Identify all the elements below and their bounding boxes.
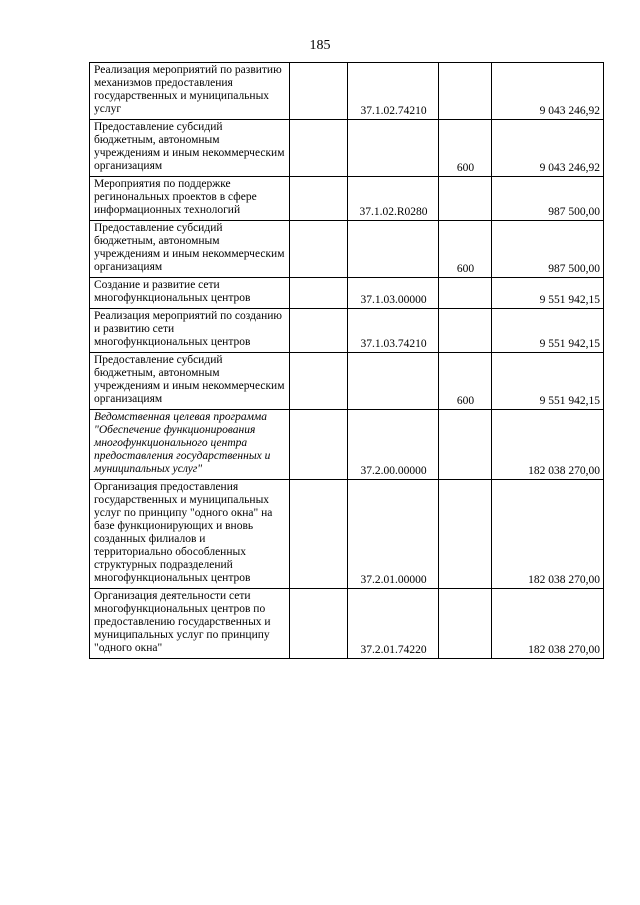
row-name: Создание и развитие сети многофункциональных центров [90, 278, 290, 309]
row-expense-type [439, 589, 492, 659]
row-ministry [290, 309, 348, 353]
row-name: Реализация мероприятий по развитию механизмов предоставления государственных и муниципальных услуг [90, 63, 290, 120]
row-ministry [290, 353, 348, 410]
table-row [90, 309, 604, 353]
row-ministry [290, 120, 348, 177]
row-code: 37.1.02.74210 [348, 63, 439, 120]
row-name: Предоставление субсидий бюджетным, автономным учреждениям и иным некоммерческим организациям [90, 120, 290, 177]
row-amount: 182 038 270,00 [492, 410, 604, 480]
table-row [90, 353, 604, 410]
row-ministry [290, 63, 348, 120]
row-expense-type [439, 177, 492, 221]
row-expense-type: 600 [439, 353, 492, 410]
row-expense-type [439, 480, 492, 589]
row-amount: 9 043 246,92 [492, 120, 604, 177]
row-amount: 182 038 270,00 [492, 480, 604, 589]
row-ministry [290, 278, 348, 309]
row-expense-type [439, 309, 492, 353]
row-expense-type [439, 63, 492, 120]
row-code: 37.2.00.00000 [348, 410, 439, 480]
row-name: Ведомственная целевая программа "Обеспечение функционирования многофункционального центра предоставления государственных и муниципальных услуг" [90, 410, 290, 480]
row-code: 37.1.02.R0280 [348, 177, 439, 221]
row-code: 37.2.01.74220 [348, 589, 439, 659]
row-code [348, 120, 439, 177]
row-amount: 987 500,00 [492, 221, 604, 278]
table-row [90, 410, 604, 480]
row-name: Мероприятия по поддержке регинональных проектов в сфере информационных технологий [90, 177, 290, 221]
row-expense-type [439, 278, 492, 309]
budget-table-body [90, 63, 604, 659]
row-name: Предоставление субсидий бюджетным, автономным учреждениям и иным некоммерческим организациям [90, 221, 290, 278]
table-row [90, 63, 604, 120]
table-row [90, 221, 604, 278]
row-ministry [290, 221, 348, 278]
row-code: 37.2.01.00000 [348, 480, 439, 589]
row-expense-type: 600 [439, 120, 492, 177]
row-ministry [290, 480, 348, 589]
page-number: 185 [309, 38, 331, 53]
row-amount: 9 551 942,15 [492, 353, 604, 410]
row-ministry [290, 410, 348, 480]
table-row [90, 480, 604, 589]
row-amount: 9 043 246,92 [492, 63, 604, 120]
table-row [90, 278, 604, 309]
row-ministry [290, 589, 348, 659]
row-name: Организация предоставления государственных и муниципальных услуг по принципу "одного окна" на базе функционирующих и вновь созданных филиалов и территориально обособленных структурных подразделений многофункциональных центров [90, 480, 290, 589]
budget-table [89, 62, 604, 659]
row-expense-type: 600 [439, 221, 492, 278]
row-code [348, 353, 439, 410]
row-name: Предоставление субсидий бюджетным, автономным учреждениям и иным некоммерческим организациям [90, 353, 290, 410]
row-ministry [290, 177, 348, 221]
row-amount: 9 551 942,15 [492, 309, 604, 353]
row-code [348, 221, 439, 278]
table-row [90, 589, 604, 659]
row-code: 37.1.03.00000 [348, 278, 439, 309]
row-amount: 182 038 270,00 [492, 589, 604, 659]
row-name: Реализация мероприятий по созданию и развитию сети многофункциональных центров [90, 309, 290, 353]
table-row [90, 177, 604, 221]
row-amount: 9 551 942,15 [492, 278, 604, 309]
row-name: Организация деятельности сети многофункциональных центров по предоставлению государственных и муниципальных услуг по принципу "одного окна" [90, 589, 290, 659]
row-amount: 987 500,00 [492, 177, 604, 221]
table-row [90, 120, 604, 177]
row-expense-type [439, 410, 492, 480]
row-code: 37.1.03.74210 [348, 309, 439, 353]
